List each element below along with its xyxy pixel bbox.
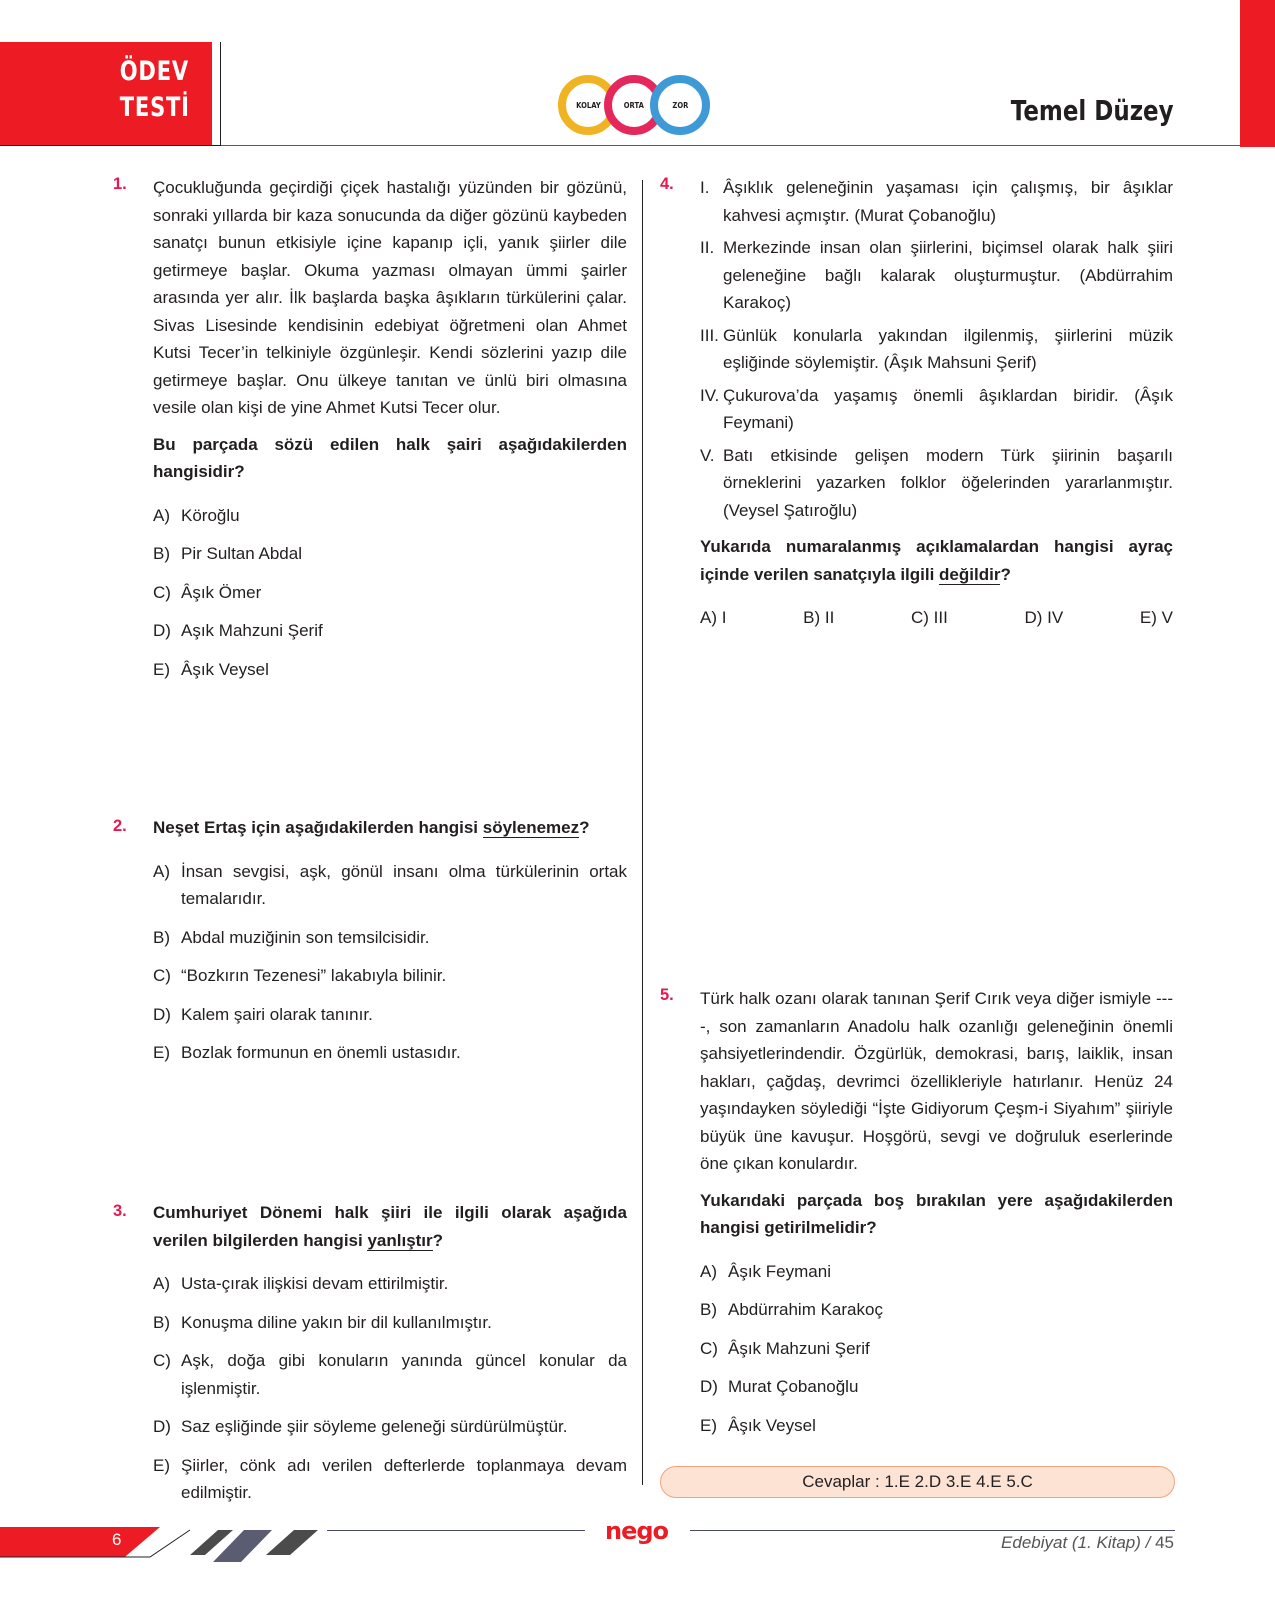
option-text: V	[1161, 608, 1173, 627]
statement-label: III.	[700, 325, 719, 345]
option-d[interactable]	[153, 617, 627, 645]
option-text: “Bozkırın Tezenesi” lakabıyla bilinir.	[181, 966, 447, 985]
option-e[interactable]	[153, 1452, 627, 1507]
statement-label: IV.	[700, 385, 720, 405]
book-reference	[1001, 1533, 1174, 1553]
option-text: Aşk, doğa gibi konuların yanında güncel konular da işlenmiştir.	[181, 1351, 627, 1398]
option-b[interactable]	[153, 540, 627, 568]
statement-label: II.	[700, 238, 715, 257]
stem-text: ?	[579, 818, 590, 837]
option-list	[153, 858, 627, 1067]
option-e[interactable]	[700, 1412, 1173, 1440]
book-title: Edebiyat (1. Kitap)	[1001, 1533, 1141, 1552]
level-title: Temel Düzey	[1011, 94, 1174, 127]
option-d[interactable]	[153, 1001, 627, 1029]
option-label: D)	[153, 621, 171, 640]
option-e[interactable]	[153, 656, 627, 684]
column-divider	[642, 180, 643, 1485]
option-c[interactable]	[700, 1335, 1173, 1363]
stripe	[266, 1530, 318, 1555]
statement-ii	[700, 234, 1173, 317]
option-a[interactable]	[700, 604, 726, 632]
option-text: Âşık Mahzuni Şerif	[728, 1338, 870, 1358]
option-d[interactable]	[700, 1373, 1173, 1401]
header-rule	[0, 145, 221, 146]
option-text: Murat Çobanoğlu	[728, 1377, 859, 1396]
option-text: Köroğlu	[181, 505, 240, 525]
option-e[interactable]	[1140, 604, 1173, 632]
option-d[interactable]	[153, 1413, 627, 1441]
statement-text: Batı etkisinde gelişen modern Türk şiirinin başarılı örneklerini yazarken folklor öğelerinden yararlanmıştır. (Veysel Şatıroğlu)	[723, 445, 1173, 520]
statement-iii	[700, 322, 1173, 377]
stem-emphasis: değildir	[939, 564, 1001, 584]
option-a[interactable]	[153, 1270, 627, 1298]
option-label: B)	[803, 608, 821, 627]
option-label: A)	[153, 505, 170, 525]
option-text: Kalem şairi olarak tanınır.	[181, 1004, 373, 1024]
option-label: C)	[700, 1338, 718, 1358]
option-text: Abdürrahim Karakoç	[728, 1300, 883, 1319]
option-label: C)	[153, 966, 171, 985]
ring-label: KOLAY	[575, 100, 601, 110]
option-label: C)	[910, 608, 929, 627]
stem-text: Yukarıda numaralanmış açıklamalardan hangisi ayraç içinde verilen sanatçıyla ilgili	[700, 537, 1173, 584]
option-row	[700, 604, 1173, 632]
option-b[interactable]	[803, 604, 834, 632]
option-label: E)	[1139, 608, 1157, 627]
statement-v	[700, 442, 1173, 525]
stem-text: Cumhuriyet Dönemi halk şiiri ile ilgili olarak aşağıda verilen bilgilerden hangisi	[153, 1203, 627, 1250]
test-badge	[0, 42, 212, 145]
option-label: D)	[153, 1417, 171, 1436]
option-label: D)	[153, 1004, 171, 1024]
statement-text: Âşıklık geleneğinin yaşaması için çalışmış, bir âşıklar kahvesi açmıştır. (Murat Çobanoğlu)	[723, 178, 1173, 225]
option-label: A)	[153, 861, 170, 881]
option-label: D)	[700, 1377, 718, 1396]
option-label: E)	[153, 1455, 170, 1475]
option-c[interactable]	[153, 579, 627, 607]
page-number: 6	[112, 1530, 122, 1549]
statement-text: Günlük konularla yakından ilgilenmiş, şiirlerini müzik eşliğinde söylemiştir. (Âşık Mahsuni Şerif)	[723, 325, 1173, 372]
statement-label: V.	[700, 445, 715, 465]
option-text: IV	[1047, 608, 1064, 627]
question-passage: Çocukluğunda geçirdiği çiçek hastalığı yüzünden bir gözünü, sonraki yıllarda bir kaza sonucunda da diğer gözünü kaybeden sanatçı bunun etkisiyle içine kapanıp içli, yanık şiirler dile getirmeye başlar. Okuma yazması olmayan ümmi şairler arasında yer alır. İlk başlarda başka âşıkların türkülerini çalar. Sivas Lisesinde kendisinin edebiyat öğretmeni olan Ahmet Kutsi Tecer’in telkiniyle özgünleşir. Kendi sözlerini yazıp dile getirmeye başlar. Onu ülkeye tanıtan ve ünlü biri olmasına vesile olan kişi de yine Ahmet Kutsi Tecer olur.	[153, 178, 627, 417]
option-d[interactable]	[1024, 604, 1063, 632]
footer-rule	[327, 1530, 585, 1531]
question-number: 1.	[113, 175, 127, 193]
stem-emphasis: söylenemez	[482, 818, 580, 837]
option-text: I	[721, 608, 727, 627]
option-text: III	[933, 608, 948, 627]
answer-key: Cevaplar : 1.E 2.D 3.E 4.E 5.C	[660, 1466, 1175, 1498]
option-label: D)	[1024, 608, 1043, 627]
option-text: Âşık Ömer	[181, 582, 262, 602]
option-list	[153, 502, 627, 684]
question-stem: Yukarıdaki parçada boş bırakılan yere aşağıdakilerden hangisi getirilmelidir?	[700, 1190, 1173, 1237]
option-label: A)	[153, 1274, 170, 1293]
badge-line-1: ÖDEV	[119, 56, 190, 87]
option-label: E)	[700, 1415, 717, 1435]
footer-rule	[690, 1530, 1175, 1531]
option-text: Âşık Veysel	[181, 659, 269, 679]
stripe-line	[0, 1530, 190, 1557]
option-label: A)	[700, 608, 717, 627]
option-label: C)	[153, 582, 171, 602]
difficulty-indicator	[558, 75, 718, 135]
option-text: Âşık Feymani	[728, 1261, 831, 1281]
decorative-stripes	[0, 1527, 330, 1562]
option-text: II	[824, 608, 835, 627]
option-text: Pir Sultan Abdal	[181, 544, 302, 563]
question-1	[153, 174, 627, 683]
option-text: İnsan sevgisi, aşk, gönül insanı olma türkülerinin ortak temalarıdır.	[181, 861, 627, 908]
option-text: Usta-çırak ilişkisi devam ettirilmiştir.	[181, 1274, 449, 1293]
option-text: Aşık Mahzuni Şerif	[181, 621, 323, 640]
option-text: Abdal muziğinin son temsilcisidir.	[181, 927, 430, 947]
question-3	[153, 1199, 627, 1507]
option-label: B)	[153, 1312, 170, 1332]
stem-emphasis: yanlıştır	[367, 1230, 433, 1250]
badge-line-2: TESTİ	[119, 92, 190, 123]
question-stem	[700, 533, 1173, 588]
option-a[interactable]	[153, 502, 627, 530]
statement-list	[700, 174, 1173, 524]
ring-label: ZOR	[672, 100, 688, 110]
question-2	[153, 814, 627, 1067]
statement-text: Merkezinde insan olan şiirlerini, biçimsel olarak halk şiiri geleneğine bağlı kalarak oluşturmuştur. (Abdürrahim Karakoç)	[723, 238, 1173, 312]
question-stem: Bu parçada sözü edilen halk şairi aşağıdakilerden hangisidir?	[153, 434, 627, 481]
question-stem	[153, 1199, 627, 1254]
option-c[interactable]	[153, 1347, 627, 1402]
option-c[interactable]	[153, 962, 627, 990]
question-stem	[153, 814, 627, 842]
option-a[interactable]	[153, 858, 627, 913]
question-4	[700, 174, 1173, 632]
option-b[interactable]	[153, 924, 627, 952]
option-text: Âşık Veysel	[728, 1415, 816, 1435]
edge-accent-bar	[1240, 0, 1275, 147]
option-text: Saz eşliğinde şiir söyleme geleneği sürdürülmüştür.	[181, 1417, 568, 1436]
option-label: B)	[700, 1300, 717, 1319]
question-number: 2.	[113, 817, 127, 835]
option-b[interactable]	[153, 1309, 627, 1337]
option-label: B)	[153, 544, 170, 563]
separator: /	[1140, 1533, 1156, 1552]
option-list	[153, 1270, 627, 1507]
question-passage: Türk halk ozanı olarak tanınan Şerif Cırık veya diğer ismiyle ----, son zamanların Anadolu halk ozanlığı geleneğinin önemli şahsiyetlerindendir. Özgürlük, demokrasi, barış, laiklik, insan hakları, çağdaş, devrimci özellikleriyle hatırlanır. Henüz 24 yaşındayken söylediği “İşte Gidiyorum Çeşm-i Siyahım” şiiriyle büyük üne kavuşur. Hoşgörü, sevgi ve doğruluk eserlerinde öne çıkan konulardır.	[700, 989, 1173, 1173]
stem-text: Neşet Ertaş için aşağıdakilerden hangisi	[153, 818, 483, 837]
statement-iv	[700, 382, 1173, 437]
question-number: 3.	[113, 1202, 127, 1220]
stem-text: ?	[1000, 564, 1011, 584]
option-label: A)	[700, 1261, 717, 1281]
header-rule-accent	[221, 145, 1275, 146]
option-b[interactable]	[700, 1296, 1173, 1324]
ring-label: ORTA	[623, 100, 645, 110]
question-number: 4.	[660, 175, 674, 193]
difficulty-ring-zor	[650, 75, 710, 135]
question-number: 5.	[660, 986, 674, 1004]
option-label: C)	[153, 1351, 171, 1370]
option-e[interactable]	[153, 1039, 627, 1067]
option-label: B)	[153, 927, 170, 947]
option-text: Bozlak formunun en önemli ustasıdır.	[181, 1043, 461, 1062]
option-label: E)	[153, 659, 170, 679]
option-c[interactable]	[911, 604, 948, 632]
option-text: Konuşma diline yakın bir dil kullanılmıştır.	[181, 1312, 492, 1332]
option-list	[700, 1258, 1173, 1440]
statement-i	[700, 174, 1173, 229]
statement-text: Çukurova’da yaşamış önemli âşıklardan biridir. (Âşık Feymani)	[723, 385, 1173, 432]
stem-text: ?	[432, 1230, 444, 1250]
statement-label: I.	[700, 178, 710, 197]
publisher-logo: nego	[605, 1517, 669, 1545]
option-label: E)	[153, 1043, 170, 1062]
option-a[interactable]	[700, 1258, 1173, 1286]
option-text: Şiirler, cönk adı verilen defterlerde toplanmaya devam edilmiştir.	[181, 1455, 627, 1502]
question-5	[700, 985, 1173, 1439]
book-page-number: 45	[1155, 1533, 1174, 1552]
badge-divider	[220, 42, 221, 146]
